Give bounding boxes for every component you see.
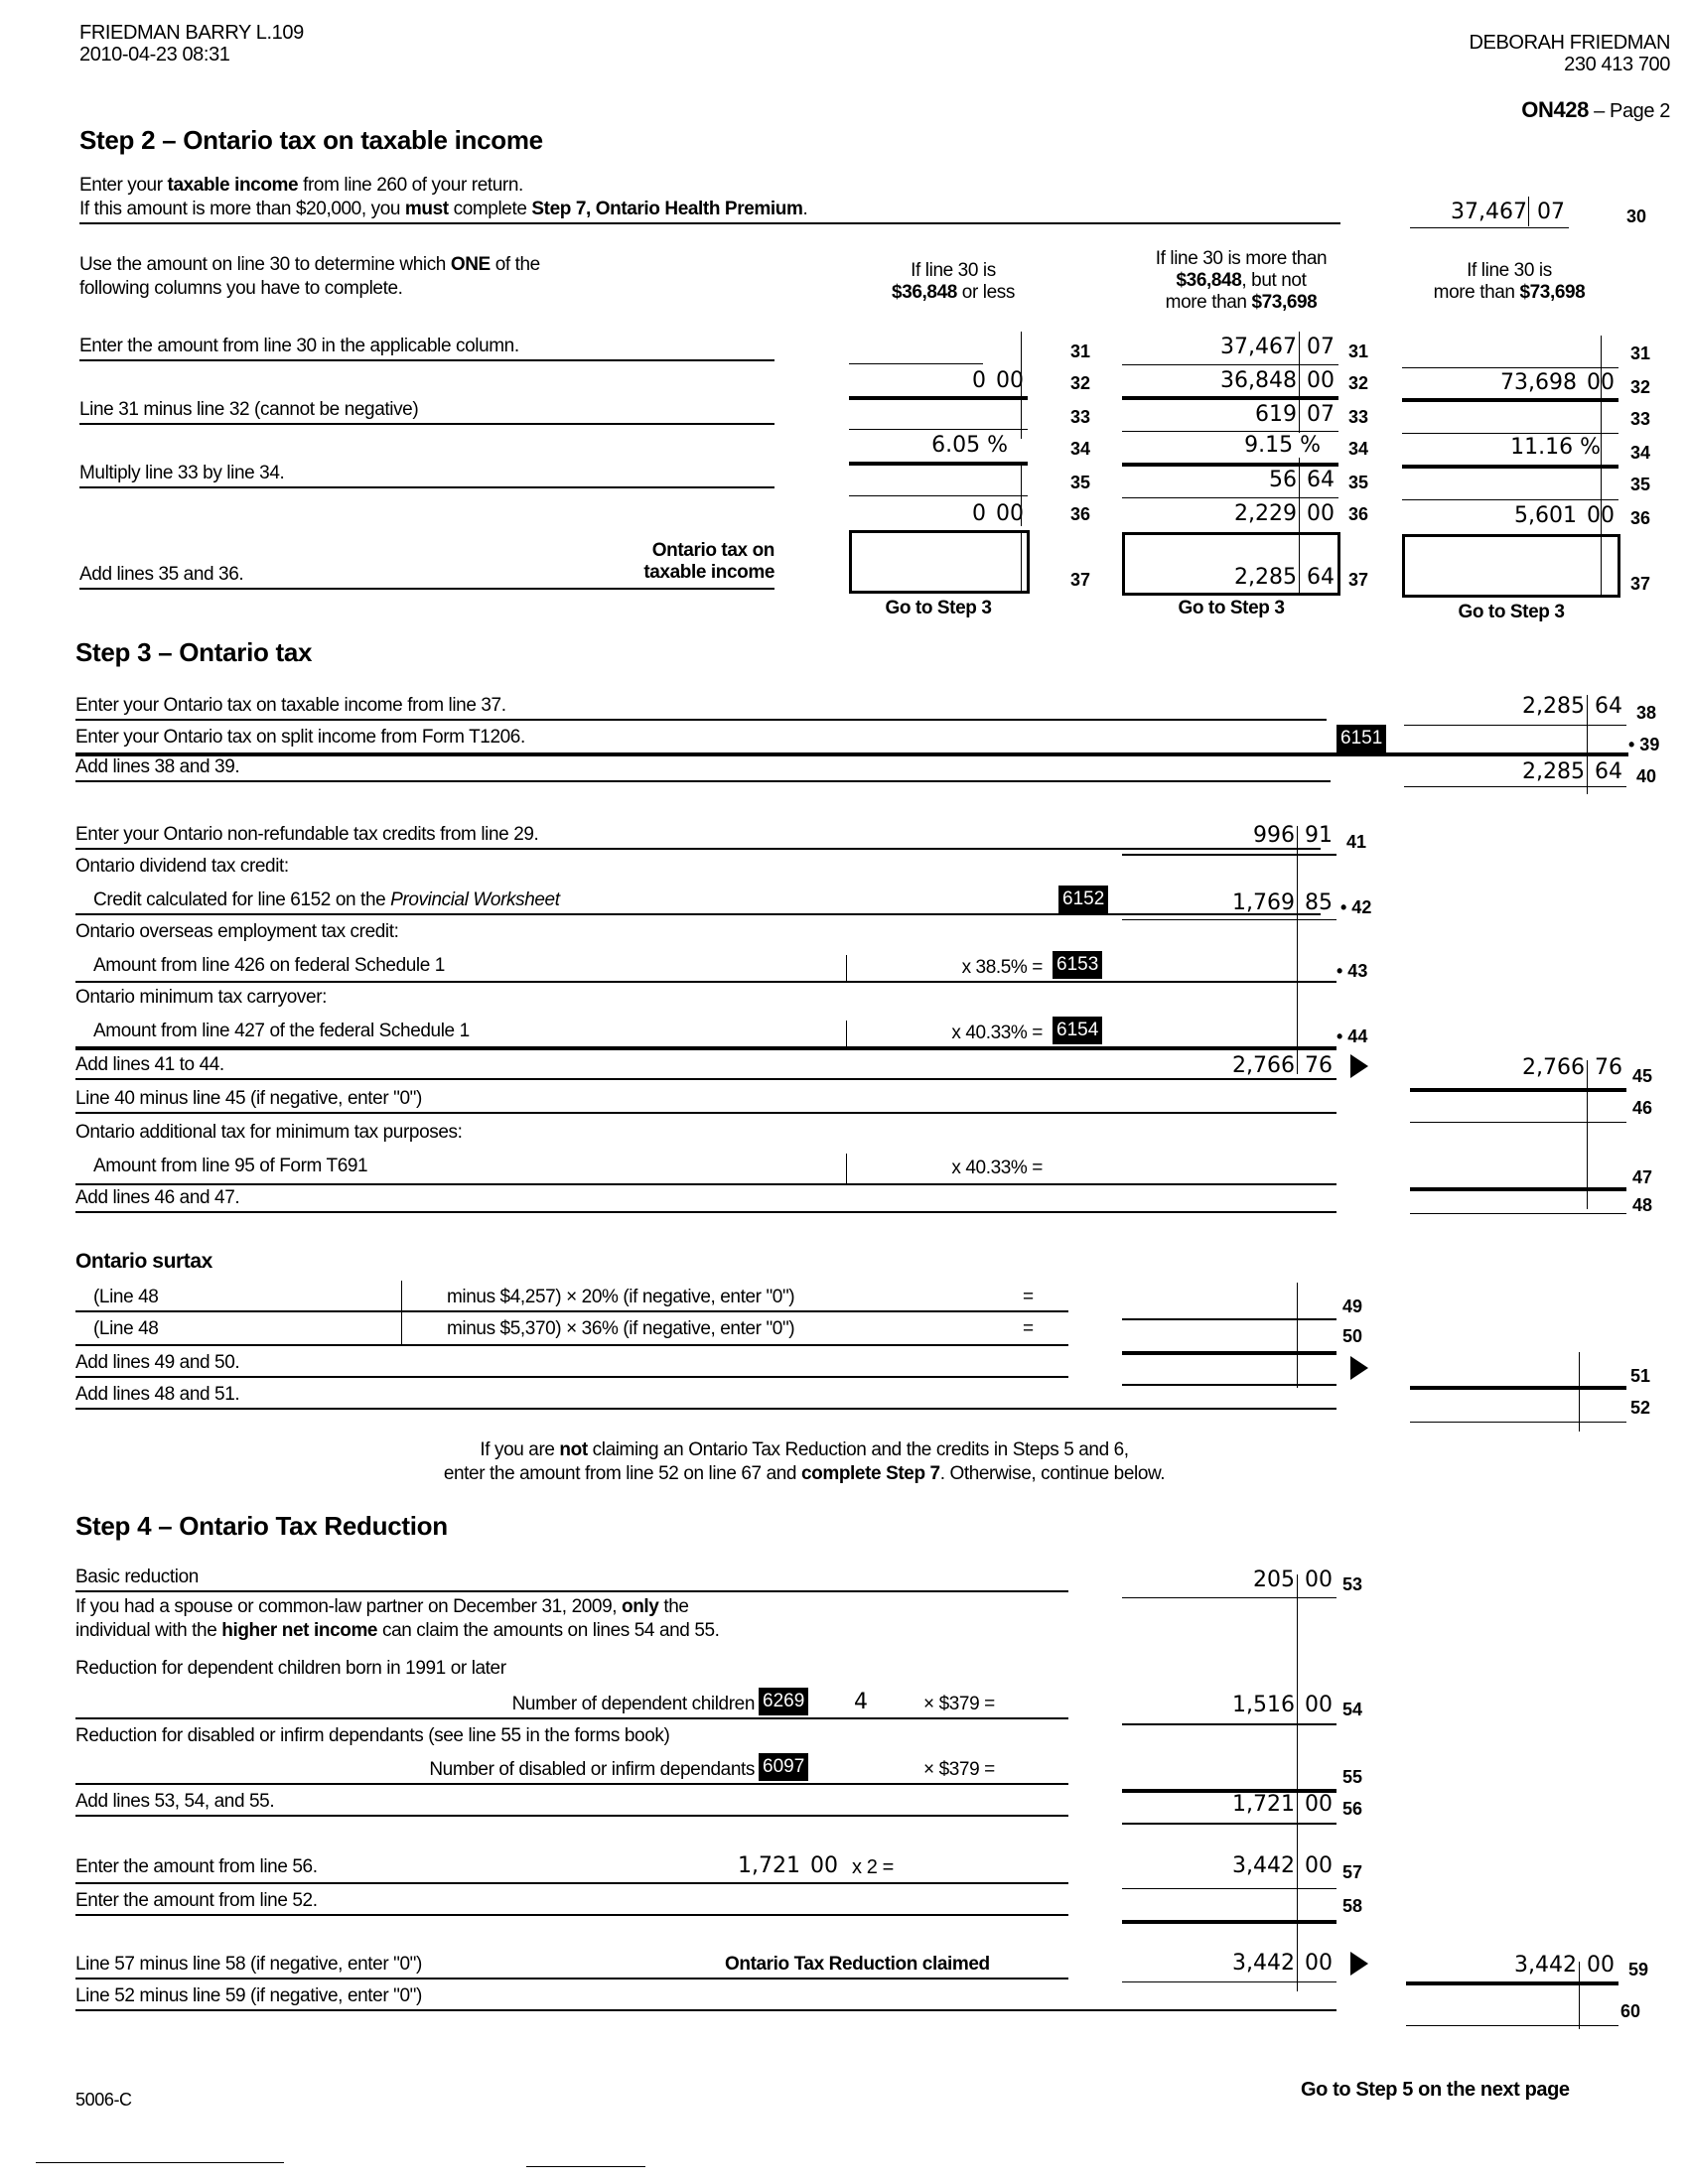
dividend-credit-heading: Ontario dividend tax credit: (75, 856, 289, 877)
page-number: – Page 2 (1588, 100, 1670, 122)
col2-line-36: 36 (1348, 504, 1369, 524)
line-47-field[interactable] (1410, 1158, 1626, 1185)
col1-line-32-field[interactable]: 0 00 (972, 368, 1024, 393)
line-44-label: Amount from line 427 of the federal Schedule 1 (93, 1021, 470, 1041)
line-50-formula: minus $5,370) × 36% (if negative, enter "0") (447, 1318, 795, 1339)
dependent-children-count-input[interactable]: 4 (854, 1690, 868, 1714)
spouse-sin: 230 413 700 (1564, 54, 1670, 75)
line-39-label: Enter your Ontario tax on split income from Form T1206. (75, 727, 525, 748)
col2-line-33-field[interactable]: 619 07 (1255, 402, 1335, 427)
line-52-field[interactable] (1410, 1390, 1626, 1420)
col1-line-36-field[interactable]: 0 00 (972, 501, 1024, 526)
col2-line-34: 34 (1348, 439, 1369, 459)
col1-line-32: 32 (1070, 373, 1091, 393)
line-number-46: 46 (1632, 1098, 1653, 1118)
line-number-43: • 43 (1336, 961, 1368, 981)
field-code-6097: 6097 (759, 1753, 808, 1781)
step2-title: Step 2 – Ontario tax on taxable income (79, 125, 543, 155)
line-60-field[interactable] (1406, 1995, 1618, 2025)
line-number-38: 38 (1636, 703, 1657, 723)
form-id: ON428 (1521, 97, 1589, 122)
overseas-credit-heading: Ontario overseas employment tax credit: (75, 921, 399, 942)
line-43-multiplier: x 38.5% = (961, 957, 1043, 978)
line-47-label: Amount from line 95 of Form T691 (93, 1156, 368, 1176)
line-57-field[interactable]: 3,442 00 (1232, 1853, 1333, 1878)
row-35-label: Multiply line 33 by line 34. (79, 463, 285, 483)
line-41-label: Enter your Ontario non-refundable tax credits from line 29. (75, 824, 539, 845)
minimum-tax-heading: Ontario minimum tax carryover: (75, 987, 328, 1008)
line-number-47: 47 (1632, 1167, 1653, 1187)
print-timestamp: 2010-04-23 08:31 (79, 44, 230, 66)
line-number-53: 53 (1342, 1574, 1363, 1594)
column-3-header: If line 30 is more than $73,698 (1433, 260, 1586, 303)
col1-line-34-rate: 6.05 % (931, 433, 1008, 458)
tax-reduction-claimed-label: Ontario Tax Reduction claimed (725, 1954, 990, 1975)
disabled-dependants-count-input[interactable] (834, 1755, 904, 1783)
line-48-field[interactable] (1410, 1189, 1626, 1213)
line-44-field[interactable] (1122, 1019, 1336, 1046)
carry-right-arrow-icon (1350, 1356, 1368, 1380)
col2-line-32-field[interactable]: 36,848 00 (1220, 368, 1335, 393)
line-49-formula: minus $4,257) × 20% (if negative, enter "0") (447, 1287, 795, 1307)
line-number-49: 49 (1342, 1297, 1363, 1316)
line-41-field[interactable]: 996 91 (1253, 823, 1333, 848)
line-56-field[interactable]: 1,721 00 (1232, 1792, 1333, 1817)
line-number-41: 41 (1346, 832, 1367, 852)
ontario-tax-on-taxable-income-label: Ontario tax on taxable income (643, 540, 774, 583)
col1-line-34: 34 (1070, 439, 1091, 459)
line-55-multiplier: × $379 = (923, 1759, 995, 1780)
col2-line-37: 37 (1348, 570, 1369, 590)
line-57-input-amount[interactable]: 1,721 00 (738, 1853, 838, 1878)
line-54-label: Number of dependent children (511, 1694, 755, 1714)
line-number-54: 54 (1342, 1700, 1363, 1719)
line-number-50: 50 (1342, 1326, 1363, 1346)
line-number-39: • 39 (1628, 735, 1660, 754)
col2-line-36-field[interactable]: 2,229 00 (1234, 501, 1335, 526)
line-number-40: 40 (1636, 766, 1657, 786)
line-number-56: 56 (1342, 1799, 1363, 1819)
line-45-label: Add lines 41 to 44. (75, 1054, 224, 1075)
line-57-multiplier: x 2 = (852, 1856, 894, 1878)
col3-line-32-field[interactable]: 73,698 00 (1500, 370, 1615, 395)
step2-intro-line1: Enter your taxable income from line 260 of your return. (79, 175, 523, 196)
col1-line-35: 35 (1070, 473, 1091, 492)
step3-title: Step 3 – Ontario tax (75, 637, 313, 667)
line-number-45: 45 (1632, 1066, 1653, 1086)
line-55-label: Number of disabled or infirm dependants (429, 1759, 755, 1780)
disabled-reduction-heading: Reduction for disabled or infirm dependants (see line 55 in the forms book) (75, 1725, 670, 1746)
field-code-6153: 6153 (1053, 951, 1102, 979)
col1-line-33: 33 (1070, 407, 1091, 427)
col1-line-31: 31 (1070, 341, 1091, 361)
col2-go-to-step3: Go to Step 3 (1178, 598, 1285, 618)
line-number-58: 58 (1342, 1896, 1363, 1916)
col3-line-35: 35 (1630, 475, 1651, 494)
line-59-field[interactable]: 3,442 00 (1514, 1953, 1615, 1978)
col2-line-32: 32 (1348, 373, 1369, 393)
line-58-field[interactable] (1122, 1892, 1336, 1920)
col2-line-33: 33 (1348, 407, 1369, 427)
col2-line-31-field[interactable]: 37,467 07 (1220, 335, 1335, 359)
go-to-step5-note: Go to Step 5 on the next page (1301, 2079, 1570, 2101)
col2-line-37-field[interactable]: 2,285 64 (1234, 565, 1335, 590)
line-59-label: Line 57 minus line 58 (if negative, enter "0") (75, 1954, 422, 1975)
field-code-6269: 6269 (759, 1688, 808, 1715)
col2-line-35-field[interactable]: 56 64 (1269, 468, 1335, 492)
line-50-label: (Line 48 (93, 1318, 159, 1339)
col1-line-36: 36 (1070, 504, 1091, 524)
line-number-51: 51 (1630, 1366, 1651, 1386)
line-53-field[interactable]: 205 00 (1253, 1568, 1333, 1592)
line-43-label: Amount from line 426 on federal Schedule 1 (93, 955, 445, 976)
col1-go-to-step3: Go to Step 3 (885, 598, 992, 618)
use-amount-instruction-2: following columns you have to complete. (79, 278, 403, 299)
line-54-multiplier: × $379 = (923, 1694, 995, 1714)
line-number-48: 48 (1632, 1195, 1653, 1215)
row-37-label: Add lines 35 and 36. (79, 564, 244, 585)
col2-line-31: 31 (1348, 341, 1369, 361)
line-59-subtotal-field[interactable]: 3,442 00 (1232, 1951, 1333, 1976)
line-number-55: 55 (1342, 1767, 1363, 1787)
carry-right-arrow-icon (1350, 1952, 1368, 1976)
col1-line-37: 37 (1070, 570, 1091, 590)
col2-line-35: 35 (1348, 473, 1369, 492)
form-page-label (1521, 99, 1670, 122)
line-55-field[interactable] (1122, 1757, 1336, 1785)
line-39-field[interactable] (1404, 725, 1626, 752)
col3-line-31: 31 (1630, 343, 1651, 363)
field-code-6154: 6154 (1053, 1017, 1102, 1044)
col3-line-34-rate: 11.16 % (1402, 435, 1601, 460)
line-52-label: Add lines 48 and 51. (75, 1384, 240, 1405)
line-44-multiplier: x 40.33% = (951, 1023, 1043, 1043)
line-50-equals: = (1023, 1318, 1034, 1339)
no-reduction-note-line2: enter the amount from line 52 on line 67 and complete Step 7. Otherwise, continue below. (443, 1463, 1166, 1484)
line-45-field[interactable]: 2,766 76 (1522, 1055, 1622, 1080)
taxpayer-file-id: FRIEDMAN BARRY L.109 (79, 22, 304, 44)
line-42-label: Credit calculated for line 6152 on the Provincial Worksheet (93, 889, 560, 910)
line-number-30: 30 (1626, 206, 1647, 226)
carry-right-arrow-icon (1350, 1054, 1368, 1078)
col3-go-to-step3: Go to Step 3 (1458, 602, 1565, 622)
line-60-label: Line 52 minus line 59 (if negative, enter "0") (75, 1985, 422, 2006)
line-53-label: Basic reduction (75, 1567, 199, 1587)
line-49-label: (Line 48 (93, 1287, 159, 1307)
row-31-label: Enter the amount from line 30 in the applicable column. (79, 336, 519, 356)
line-51-label: Add lines 49 and 50. (75, 1352, 240, 1373)
line-58-label: Enter the amount from line 52. (75, 1890, 318, 1911)
line-46-label: Line 40 minus line 45 (if negative, enter "0") (75, 1088, 422, 1109)
col3-line-37-box[interactable] (1402, 534, 1620, 598)
no-reduction-note-line1: If you are not claiming an Ontario Tax Reduction and the credits in Steps 5 and 6, (480, 1439, 1129, 1460)
line-46-field[interactable] (1410, 1090, 1626, 1118)
children-reduction-heading: Reduction for dependent children born in 1991 or later (75, 1658, 506, 1679)
line-number-42: • 42 (1340, 897, 1372, 917)
field-code-6152: 6152 (1058, 886, 1108, 913)
line-54-field[interactable]: 1,516 00 (1232, 1693, 1333, 1717)
col3-line-36-field[interactable]: 5,601 00 (1514, 503, 1615, 528)
use-amount-instruction: Use the amount on line 30 to determine which ONE of the (79, 254, 540, 275)
surtax-title: Ontario surtax (75, 1250, 212, 1273)
col3-line-32: 32 (1630, 377, 1651, 397)
line-40-field[interactable]: 2,285 64 (1522, 759, 1622, 784)
spouse-note-line2: individual with the higher net income can claim the amounts on lines 54 and 55. (75, 1620, 720, 1641)
line-number-60: 60 (1620, 2001, 1641, 2021)
column-2-header: If line 30 is more than $36,848, but not more than $73,698 (1155, 248, 1328, 313)
additional-tax-heading: Ontario additional tax for minimum tax purposes: (75, 1122, 463, 1143)
step2-intro-line2: If this amount is more than $20,000, you must complete Step 7, Ontario Health Premium. (79, 199, 808, 219)
line-42-field[interactable]: 1,769 85 (1232, 890, 1333, 915)
col3-line-36: 36 (1630, 508, 1651, 528)
line-49-equals: = (1023, 1287, 1034, 1307)
field-code-6151: 6151 (1336, 725, 1386, 752)
line-48-label: Add lines 46 and 47. (75, 1187, 240, 1208)
spouse-name: DEBORAH FRIEDMAN (1469, 32, 1670, 54)
line-number-52: 52 (1630, 1398, 1651, 1418)
line-40-label: Add lines 38 and 39. (75, 756, 240, 777)
line-number-59: 59 (1628, 1960, 1649, 1979)
form-code: 5006-C (75, 2090, 132, 2110)
col3-line-34: 34 (1630, 443, 1651, 463)
line-30-field[interactable]: 37,467 07 (1410, 197, 1569, 226)
spouse-note-line1: If you had a spouse or common-law partner on December 31, 2009, only the (75, 1596, 689, 1617)
line-56-label: Add lines 53, 54, and 55. (75, 1791, 275, 1812)
row-33-label: Line 31 minus line 32 (cannot be negative) (79, 399, 419, 420)
col2-line-34-rate: 9.15 % (1122, 433, 1321, 458)
col1-line-37-box[interactable] (849, 530, 1030, 594)
column-1-header: If line 30 is $36,848 or less (892, 260, 1015, 303)
line-number-44: • 44 (1336, 1026, 1368, 1046)
line-47-multiplier: x 40.33% = (951, 1158, 1043, 1178)
line-50-field[interactable] (1122, 1322, 1336, 1350)
line-43-field[interactable] (1122, 953, 1336, 981)
step4-title: Step 4 – Ontario Tax Reduction (75, 1511, 448, 1541)
line-51-field[interactable] (1410, 1360, 1626, 1386)
line-38-field[interactable]: 2,285 64 (1522, 694, 1622, 719)
line-45-subtotal-field[interactable]: 2,766 76 (1232, 1053, 1333, 1078)
col3-line-37: 37 (1630, 574, 1651, 594)
line-38-label: Enter your Ontario tax on taxable income from line 37. (75, 695, 506, 716)
line-49-field[interactable] (1122, 1285, 1336, 1312)
line-number-57: 57 (1342, 1862, 1363, 1882)
col3-line-33: 33 (1630, 409, 1651, 429)
line-57-label: Enter the amount from line 56. (75, 1856, 318, 1877)
